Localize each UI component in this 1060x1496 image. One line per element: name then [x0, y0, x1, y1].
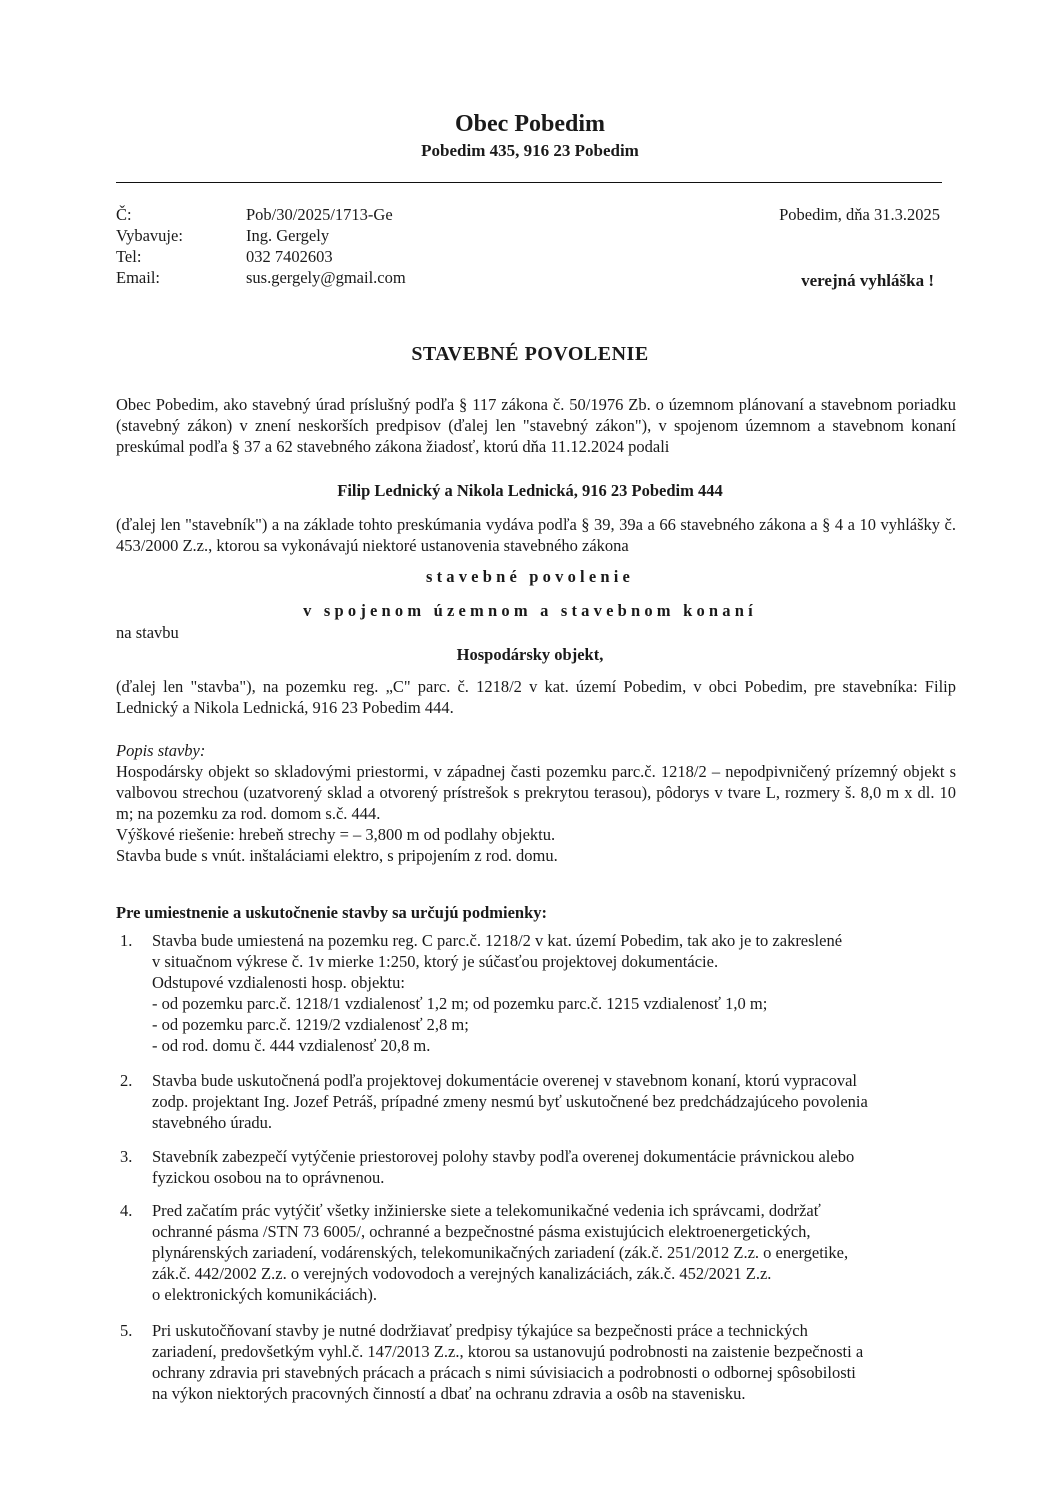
condition-number: 1.	[120, 931, 133, 950]
condition-line: Stavebník zabezpečí vytýčenie priestorovej polohy stavby podľa overenej dokumentácie právnickou alebo	[152, 1147, 855, 1166]
condition-line: - od pozemku parc.č. 1219/2 vzdialenosť 2,8 m;	[152, 1015, 469, 1034]
condition-line: na výkon niektorých pracovných činností a dbať na ochranu zdravia a osôb na stavenisku.	[152, 1384, 746, 1403]
header-divider	[116, 182, 942, 183]
handler-row	[116, 225, 946, 246]
condition-line: Pred začatím prác vytýčiť všetky inžinierske siete a telekomunikačné vedenia ich správcami, dodržať	[152, 1201, 821, 1220]
condition-line: - od pozemku parc.č. 1218/1 vzdialenosť 1,2 m; od pozemku parc.č. 1215 vzdialenosť 1,0 m;	[152, 994, 768, 1013]
condition-line: o elektronických komunikáciách).	[152, 1285, 377, 1304]
email-address: sus.gergely@gmail.com	[246, 268, 406, 287]
municipality-name: Obec Pobedim	[455, 111, 605, 137]
condition-line: zariadení, predovšetkým vyhl.č. 147/2013 Z.z., ktorou sa ustanovujú podrobnosti na zaistenie bezpečnosti a	[152, 1342, 864, 1361]
reference-number: Pob/30/2025/1713-Ge	[246, 205, 393, 224]
handler-name: Ing. Gergely	[246, 226, 330, 245]
condition-number: 5.	[120, 1321, 133, 1340]
condition-line: zodp. projektant Ing. Jozef Petráš, prípadné zmeny nesmú byť uskutočnené bez predchádzajúceho povolenia	[152, 1092, 868, 1111]
condition-line: ochrany zdravia pri stavebných prácach a prácach s nimi súvisiacich a podrobnosti o odbornej spôsobilosti	[152, 1363, 856, 1382]
condition-line: ochranné pásma /STN 73 6005/, ochranné a bezpečnostné pásma existujúcich elektroenergetických,	[152, 1222, 811, 1241]
condition-line: Stavba bude umiestená na pozemku reg. C parc.č. 1218/2 v kat. území Pobedim, tak ako je to zakreslené	[152, 931, 843, 950]
description-text: Hospodársky objekt so skladovými priestormi, v západnej časti pozemku parc.č. 1218/2 – nepodpivničený prízemný objekt s valbovou strechou (uzatvorený sklad a otvorený prístrešok s prekrytou terasou), pôdorys v tvare L, rozmery š. 8,0 m x dl. 10 m; na pozemku za rod. domom s.č. 444.	[116, 762, 956, 823]
public-notice: verejná vyhláška !	[801, 271, 934, 290]
email-label: Email:	[116, 268, 160, 287]
municipality-address: Pobedim 435, 916 23 Pobedim	[421, 141, 639, 160]
reference-block	[116, 204, 946, 288]
utilities-text: Stavba bude s vnút. inštaláciami elektro, s pripojením z rod. domu.	[116, 846, 558, 865]
phone-row	[116, 246, 946, 267]
condition-text	[152, 1320, 960, 1404]
parcel-paragraph: (ďalej len "stavba"), na pozemku reg. „C" parc. č. 1218/2 v kat. území Pobedim, v obci Pobedim, pre stavebníka: Filip Lednický a Nikola Lednická, 916 23 Pobedim 444.	[116, 677, 956, 717]
condition-line: - od rod. domu č. 444 vzdialenosť 20,8 m.	[152, 1036, 431, 1055]
decision-subheading: v spojenom územnom a stavebnom konaní	[303, 601, 757, 620]
issue-date: Pobedim, dňa 31.3.2025	[779, 205, 940, 224]
condition-line: plynárenských zariadení, vodárenských, telekomunikačných zariadení (zák.č. 251/2012 Z.z. o energetike,	[152, 1243, 849, 1262]
condition-text	[152, 1070, 960, 1133]
description-heading: Popis stavby:	[116, 741, 206, 760]
condition-line: Pri uskutočňovaní stavby je nutné dodržiavať predpisy týkajúce sa bezpečnosti práce a technických	[152, 1321, 808, 1340]
condition-line: zák.č. 442/2002 Z.z. o verejných vodovodoch a verejných kanalizáciách, zák.č. 452/2021 Z.z.	[152, 1264, 772, 1283]
conditions-heading: Pre umiestnenie a uskutočnenie stavby sa určujú podmienky:	[116, 903, 548, 922]
condition-number: 4.	[120, 1201, 133, 1220]
condition-text	[152, 930, 960, 1056]
phone-label: Tel:	[116, 247, 142, 266]
height-text: Výškové riešenie: hrebeň strechy = – 3,800 m od podlahy objektu.	[116, 825, 556, 844]
condition-line: v situačnom výkrese č. 1v mierke 1:250, ktorý je súčasťou projektovej dokumentácie.	[152, 952, 719, 971]
condition-line: fyzickou osobou na to oprávnenou.	[152, 1168, 385, 1187]
document-title: STAVEBNÉ POVOLENIE	[411, 343, 649, 365]
legal-basis-paragraph: (ďalej len "stavebník") a na základe tohto preskúmania vydáva podľa § 39, 39a a 66 stavebného zákona a § 4 a 10 vyhlášky č. 453/2000 Z.z., ktorou sa vykonávajú niektoré ustanovenia stavebného zákona	[116, 515, 956, 555]
handler-label: Vybavuje:	[116, 226, 183, 245]
condition-line: Stavba bude uskutočnená podľa projektovej dokumentácie overenej v stavebnom konaní, ktorú vypracoval	[152, 1071, 857, 1090]
condition-text	[152, 1146, 960, 1188]
building-name: Hospodársky objekt,	[456, 645, 604, 664]
reference-row	[116, 204, 946, 225]
condition-number: 2.	[120, 1071, 133, 1090]
phone-number: 032 7402603	[246, 247, 333, 266]
condition-text	[152, 1200, 960, 1305]
condition-number: 3.	[120, 1147, 133, 1166]
na-stavbu-label: na stavbu	[116, 623, 179, 642]
decision-heading: stavebné povolenie	[425, 567, 635, 586]
condition-line: stavebného úradu.	[152, 1113, 273, 1132]
applicants: Filip Lednický a Nikola Lednická, 916 23 Pobedim 444	[337, 481, 723, 500]
reference-label: Č:	[116, 205, 132, 224]
intro-paragraph: Obec Pobedim, ako stavebný úrad príslušný podľa § 117 zákona č. 50/1976 Zb. o územnom plánovaní a stavebnom poriadku (stavebný zákon) v znení neskorších predpisov (ďalej len "stavebný zákon"), v spojenom územnom a stavebnom konaní preskúmal podľa § 37 a 62 stavebného zákona žiadosť, ktorú dňa 11.12.2024 podali	[116, 395, 956, 456]
condition-line: Odstupové vzdialenosti hosp. objektu:	[152, 973, 405, 992]
